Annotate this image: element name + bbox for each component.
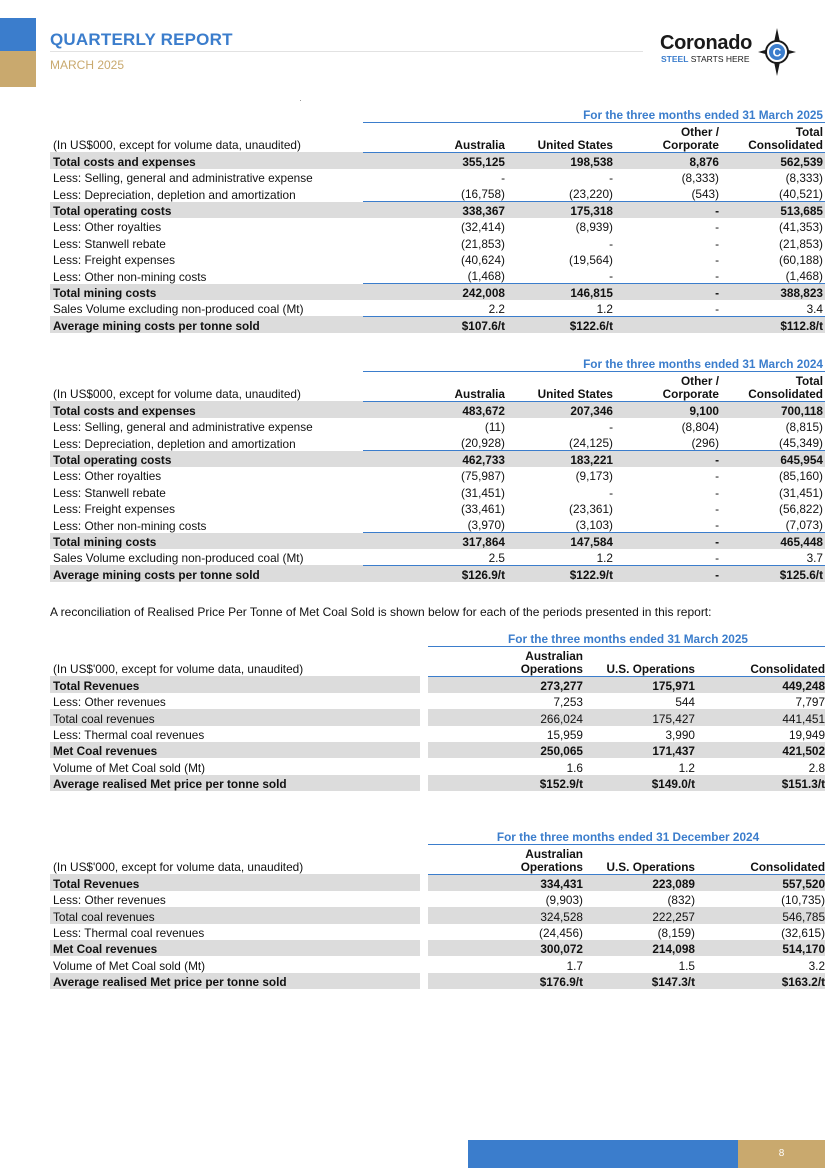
cell-value: (85,160) — [779, 469, 823, 484]
cell-value: (7,073) — [722, 516, 825, 532]
units-label: (In US$000, except for volume data, unaudited) — [53, 138, 301, 153]
cell-value: - — [501, 171, 505, 186]
logo-name: Coronado — [660, 32, 753, 54]
cell-value: $163.2/t — [698, 973, 825, 989]
table-row — [50, 483, 825, 499]
cell-value: 514,170 — [698, 940, 825, 956]
cell-value: 15,959 — [546, 727, 583, 742]
cell-value: (33,461) — [461, 502, 505, 517]
cell-value: - — [715, 469, 719, 484]
table-row — [50, 775, 825, 791]
cell-value: 8,876 — [616, 152, 722, 168]
row-label: Total operating costs — [50, 451, 363, 467]
table-row — [50, 251, 825, 267]
cell-value: 700,118 — [722, 401, 825, 417]
table-row — [50, 891, 825, 907]
table-row — [50, 956, 825, 972]
cell-value: 645,954 — [722, 451, 825, 467]
cell-value: 441,451 — [698, 709, 825, 725]
cell-value: 175,318 — [508, 202, 616, 218]
cell-value: (21,853) — [779, 236, 823, 251]
cell-value: $122.9/t — [508, 565, 616, 581]
table-row — [50, 267, 825, 283]
realised-price-table-dec2024 — [50, 828, 825, 989]
cell-value: (21,853) — [461, 236, 505, 251]
cell-value: 147,584 — [508, 533, 616, 549]
row-label: Total coal revenues — [50, 709, 420, 725]
cell-value: 223,089 — [586, 874, 698, 890]
cell-value: 3,990 — [665, 727, 695, 742]
cell-value: (32,615) — [781, 925, 825, 940]
row-label: Sales Volume excluding non-produced coal (Mt) — [53, 302, 304, 317]
cell-value: 334,431 — [428, 874, 586, 890]
cell-value: 19,949 — [788, 727, 825, 742]
cell-value: 300,072 — [428, 940, 586, 956]
row-label: Met Coal revenues — [50, 742, 420, 758]
realised-price-body — [50, 828, 825, 989]
cell-value: 7,797 — [795, 695, 825, 710]
cell-value: 222,257 — [586, 907, 698, 923]
spacer-cell — [420, 828, 428, 844]
cell-value: 3.7 — [722, 549, 825, 565]
mining-costs-table-mar2024 — [50, 355, 825, 582]
column-header-row — [50, 371, 825, 401]
cell-value: 7,253 — [553, 695, 583, 710]
cell-value: 1.5 — [678, 958, 695, 973]
cell-value: (3,103) — [508, 516, 616, 532]
spacer-cell — [420, 924, 428, 940]
cell-value: 2.5 — [363, 549, 508, 565]
cell-value: - — [715, 502, 719, 517]
row-label: Average realised Met price per tonne sold — [50, 973, 420, 989]
cell-value: $125.6/t — [722, 565, 825, 581]
cell-value: (9,173) — [575, 469, 613, 484]
cell-value: (8,939) — [575, 220, 613, 235]
spacer-cell — [50, 355, 363, 371]
cell-value: (40,624) — [461, 253, 505, 268]
cell-value: - — [616, 267, 722, 283]
table-row — [50, 709, 825, 725]
row-label: Total costs and expenses — [50, 401, 363, 417]
period-title: For the three months ended 31 December 2024 — [428, 828, 825, 844]
spacer-cell — [50, 630, 420, 646]
row-label: Less: Selling, general and administrative expense — [53, 171, 313, 186]
cell-value: 355,125 — [363, 152, 508, 168]
row-label: Total mining costs — [50, 533, 363, 549]
table-row — [50, 202, 825, 218]
cell-value: 171,437 — [586, 742, 698, 758]
spacer-cell — [50, 106, 363, 122]
cell-value: 3.2 — [808, 958, 825, 973]
row-label: Less: Stanwell rebate — [53, 236, 166, 251]
row-label: Less: Selling, general and administrative expense — [53, 420, 313, 435]
cell-value: $152.9/t — [428, 775, 586, 791]
row-label: Less: Other revenues — [53, 695, 166, 710]
cell-value — [616, 316, 722, 332]
table-row — [50, 434, 825, 450]
compass-logo-icon — [758, 28, 796, 76]
period-title: For the three months ended 31 March 2025 — [428, 630, 825, 646]
table-row — [50, 565, 825, 581]
table-row — [50, 726, 825, 742]
cell-value: 266,024 — [428, 709, 586, 725]
reconciliation-intro: A reconciliation of Realised Price Per Tonne of Met Coal Sold is shown below for each of the periods presented in this report: — [50, 605, 712, 619]
cell-value: (45,349) — [722, 434, 825, 450]
period-title-row — [50, 106, 825, 122]
units-label: (In US$'000, except for volume data, unaudited) — [53, 860, 304, 875]
cell-value: 483,672 — [363, 401, 508, 417]
table-row — [50, 549, 825, 565]
cell-value: - — [616, 451, 722, 467]
cell-value: 324,528 — [428, 907, 586, 923]
table-row — [50, 467, 825, 483]
spacer-cell — [420, 742, 428, 758]
row-label: Total Revenues — [50, 874, 420, 890]
row-label: Less: Depreciation, depletion and amortization — [53, 436, 296, 451]
row-label: Less: Freight expenses — [53, 253, 175, 268]
column-header: U.S. Operations — [586, 646, 698, 676]
column-header: Other / Corporate — [616, 122, 722, 152]
table-row — [50, 516, 825, 532]
cell-value: 421,502 — [698, 742, 825, 758]
cell-value: (24,456) — [539, 925, 583, 940]
cell-value: (8,804) — [681, 420, 719, 435]
cell-value: 544 — [675, 695, 695, 710]
table-row — [50, 742, 825, 758]
row-label: Less: Other royalties — [53, 220, 162, 235]
cell-value: 1.2 — [508, 300, 616, 316]
cell-value: (11) — [484, 420, 505, 435]
cell-value: 207,346 — [508, 401, 616, 417]
row-label: Less: Thermal coal revenues — [53, 727, 205, 742]
cell-value: 198,538 — [508, 152, 616, 168]
row-label: Total costs and expenses — [50, 152, 363, 168]
logo-tagline — [661, 54, 750, 64]
cell-value: (31,451) — [779, 485, 823, 500]
cell-value: (832) — [667, 893, 695, 908]
cell-value: - — [616, 202, 722, 218]
column-header: United States — [508, 122, 616, 152]
row-label: Less: Thermal coal revenues — [53, 925, 205, 940]
cell-value: 462,733 — [363, 451, 508, 467]
column-header: Australia — [363, 122, 508, 152]
cell-value: 9,100 — [616, 401, 722, 417]
table-row — [50, 284, 825, 300]
table-row — [50, 940, 825, 956]
table-row — [50, 300, 825, 316]
table-row — [50, 234, 825, 250]
table-row — [50, 451, 825, 467]
cell-value: (60,188) — [779, 253, 823, 268]
units-label: (In US$000, except for volume data, unaudited) — [53, 387, 301, 402]
corner-accent-blue — [0, 18, 36, 51]
spacer-cell — [420, 676, 428, 692]
row-label: Average realised Met price per tonne sold — [50, 775, 420, 791]
cell-value: - — [609, 171, 613, 186]
spacer-cell — [420, 956, 428, 972]
column-header: Australian Operations — [428, 844, 586, 874]
mining-costs-body — [50, 106, 825, 333]
cell-value: (23,220) — [508, 185, 616, 201]
spacer-cell — [420, 907, 428, 923]
period-title: For the three months ended 31 March 2024 — [363, 355, 825, 371]
cell-value: (23,361) — [569, 502, 613, 517]
row-label: Less: Other non-mining costs — [53, 269, 207, 284]
column-header: Australia — [363, 371, 508, 401]
cell-value: $122.6/t — [508, 316, 616, 332]
column-header: Total Consolidated — [722, 122, 825, 152]
table-row — [50, 693, 825, 709]
spacer-cell — [420, 940, 428, 956]
cell-value: 546,785 — [698, 907, 825, 923]
spacer-cell — [420, 709, 428, 725]
cell-value: 338,367 — [363, 202, 508, 218]
period-title-row — [50, 355, 825, 371]
column-header: Total Consolidated — [722, 371, 825, 401]
cell-value: - — [715, 236, 719, 251]
report-date: MARCH 2025 — [50, 58, 125, 72]
cell-value: 3.4 — [722, 300, 825, 316]
cell-value: (8,159) — [657, 925, 695, 940]
cell-value: 2.2 — [363, 300, 508, 316]
cell-value: - — [609, 420, 613, 435]
row-label: Average mining costs per tonne sold — [50, 316, 363, 332]
cell-value: (543) — [616, 185, 722, 201]
logo-tag-bold: STEEL — [661, 54, 689, 64]
spacer-cell — [420, 891, 428, 907]
cell-value: 1.2 — [678, 760, 695, 775]
cell-value: (1,468) — [722, 267, 825, 283]
corner-accent-tan — [0, 51, 36, 87]
cell-value: - — [616, 284, 722, 300]
cell-value: (56,822) — [779, 502, 823, 517]
cell-value: - — [715, 220, 719, 235]
logo-tag-rest: STARTS HERE — [688, 54, 750, 64]
compass-logo-letter: C — [772, 45, 782, 60]
row-label: Volume of Met Coal sold (Mt) — [53, 760, 206, 775]
spacer-cell — [420, 758, 428, 774]
cell-value: 175,971 — [586, 676, 698, 692]
table-row — [50, 418, 825, 434]
page-number: 8 — [738, 1140, 825, 1168]
cell-value: (40,521) — [722, 185, 825, 201]
cell-value: - — [715, 253, 719, 268]
cell-value: 388,823 — [722, 284, 825, 300]
cell-value: $151.3/t — [698, 775, 825, 791]
header-divider — [50, 51, 643, 52]
table-row — [50, 169, 825, 185]
row-label: Less: Other royalties — [53, 469, 162, 484]
spacer-cell — [420, 693, 428, 709]
row-label: Met Coal revenues — [50, 940, 420, 956]
cell-value: 1.2 — [508, 549, 616, 565]
cell-value: - — [508, 267, 616, 283]
realised-price-table-mar2025 — [50, 630, 825, 791]
spacer-cell — [420, 844, 428, 874]
row-label: Total Revenues — [50, 676, 420, 692]
row-label: Less: Freight expenses — [53, 502, 175, 517]
cell-value: - — [609, 485, 613, 500]
spacer-cell — [420, 646, 428, 676]
cell-value: $107.6/t — [363, 316, 508, 332]
units-label: (In US$'000, except for volume data, unaudited) — [53, 662, 304, 677]
spacer-cell — [420, 630, 428, 646]
column-header-row — [50, 646, 825, 676]
cell-value: $149.0/t — [586, 775, 698, 791]
cell-value: 242,008 — [363, 284, 508, 300]
row-label: Sales Volume excluding non-produced coal (Mt) — [53, 551, 304, 566]
table-row — [50, 874, 825, 890]
cell-value: (75,987) — [461, 469, 505, 484]
table-row — [50, 316, 825, 332]
cell-value: - — [616, 516, 722, 532]
table-row — [50, 758, 825, 774]
table-row — [50, 500, 825, 516]
cell-value: 449,248 — [698, 676, 825, 692]
cell-value: (32,414) — [461, 220, 505, 235]
spacer-cell — [420, 726, 428, 742]
cell-value: (3,970) — [363, 516, 508, 532]
row-label: Total coal revenues — [50, 907, 420, 923]
cell-value: 214,098 — [586, 940, 698, 956]
cell-value: (9,903) — [545, 893, 583, 908]
column-header: United States — [508, 371, 616, 401]
cell-value: $112.8/t — [722, 316, 825, 332]
period-title-row — [50, 630, 825, 646]
cell-value: (16,758) — [363, 185, 508, 201]
cell-value: (8,333) — [785, 171, 823, 186]
column-header-row — [50, 844, 825, 874]
cell-value: (8,815) — [785, 420, 823, 435]
cell-value: 175,427 — [586, 709, 698, 725]
column-header: Australian Operations — [428, 646, 586, 676]
cell-value: 146,815 — [508, 284, 616, 300]
cell-value: (31,451) — [461, 485, 505, 500]
column-header: Consolidated — [698, 844, 825, 874]
cell-value: 562,539 — [722, 152, 825, 168]
cell-value: (20,928) — [363, 434, 508, 450]
row-label: Average mining costs per tonne sold — [50, 565, 363, 581]
table-row — [50, 401, 825, 417]
cell-value: (296) — [616, 434, 722, 450]
row-label: Less: Other non-mining costs — [53, 518, 207, 533]
cell-value: 465,448 — [722, 533, 825, 549]
table-row — [50, 676, 825, 692]
cell-value: - — [616, 533, 722, 549]
table-row — [50, 973, 825, 989]
row-label: Volume of Met Coal sold (Mt) — [53, 958, 206, 973]
mining-costs-table-mar2025 — [50, 106, 825, 333]
cell-value: (10,735) — [781, 893, 825, 908]
cell-value: 317,864 — [363, 533, 508, 549]
cell-value: - — [616, 549, 722, 565]
cell-value: (1,468) — [363, 267, 508, 283]
spacer-cell — [420, 973, 428, 989]
table-row — [50, 924, 825, 940]
cell-value: - — [616, 300, 722, 316]
cell-value: - — [616, 565, 722, 581]
period-title: For the three months ended 31 March 2025 — [363, 106, 825, 122]
spacer-cell — [50, 828, 420, 844]
cell-value: $126.9/t — [363, 565, 508, 581]
row-label: Less: Other revenues — [53, 893, 166, 908]
row-label: Less: Stanwell rebate — [53, 485, 166, 500]
column-header-row — [50, 122, 825, 152]
cell-value: $176.9/t — [428, 973, 586, 989]
footer-bar-blue — [468, 1140, 738, 1168]
cell-value: - — [715, 485, 719, 500]
cell-value: (24,125) — [508, 434, 616, 450]
period-title-row — [50, 828, 825, 844]
row-label: Less: Depreciation, depletion and amortization — [53, 187, 296, 202]
column-header: Consolidated — [698, 646, 825, 676]
table-row — [50, 218, 825, 234]
cell-value: 1.6 — [566, 760, 583, 775]
table-row — [50, 185, 825, 201]
realised-price-body — [50, 630, 825, 791]
cell-value: 557,520 — [698, 874, 825, 890]
table-row — [50, 533, 825, 549]
column-header: Other / Corporate — [616, 371, 722, 401]
table-row — [50, 152, 825, 168]
cell-value: (19,564) — [569, 253, 613, 268]
coronado-logo — [660, 30, 795, 78]
spacer-cell — [420, 775, 428, 791]
spacer-cell — [420, 874, 428, 890]
cell-value: 250,065 — [428, 742, 586, 758]
row-label: Total mining costs — [50, 284, 363, 300]
cell-value: 2.8 — [808, 760, 825, 775]
cell-value: (8,333) — [681, 171, 719, 186]
row-label: Total operating costs — [50, 202, 363, 218]
report-title: QUARTERLY REPORT — [50, 30, 233, 49]
cell-value: 513,685 — [722, 202, 825, 218]
mining-costs-body — [50, 355, 825, 582]
cell-value: (41,353) — [779, 220, 823, 235]
cell-value: 183,221 — [508, 451, 616, 467]
column-header: U.S. Operations — [586, 844, 698, 874]
stray-mark — [300, 100, 301, 101]
cell-value: $147.3/t — [586, 973, 698, 989]
cell-value: 273,277 — [428, 676, 586, 692]
cell-value: 1.7 — [566, 958, 583, 973]
cell-value: - — [609, 236, 613, 251]
table-row — [50, 907, 825, 923]
